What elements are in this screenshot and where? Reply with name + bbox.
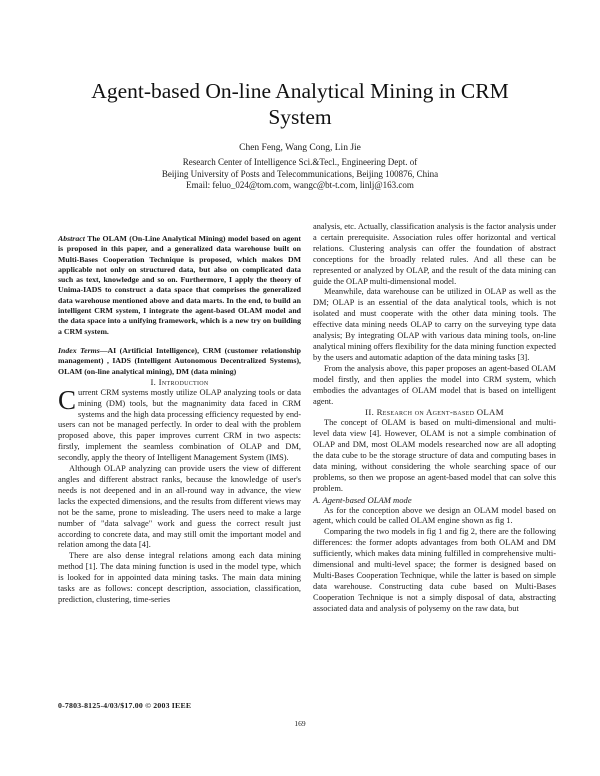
affiliation [40,157,560,192]
title-line-2: System [268,105,332,129]
drop-cap: C [58,384,77,415]
abstract-text: The OLAM (On-Line Analytical Mining) model based on agent is proposed in this paper, and a generalized data warehouse built on Multi-Bases Cooperation Technique is proposed, which makes DM applicable not only on structured data, but also on complicated data such as text, knowledge and so on. Furthermore, I apply the theory of Unima-IADS to construct a data space that comprises the generalized data warehouse mentioned above and data marts. In the end, to build an intelligent CRM system, I integrate the agent-based OLAM model and the data space into a unifying framework, which is a new try on building a CRM system. [58,234,301,336]
affiliation-line-1: Research Center of Intelligence Sci.&Tecl., Engineering Dept. of [182,157,418,167]
abstract [58,234,301,337]
intro-paragraph-1-text: urrent CRM systems mostly utilize OLAP analyzing tools or data mining (DM) tools, but the magnanimity data faced in CRM systems and the high data processing efficiency requested by end-users can not be managed perfectly. In order to deal with the problem proposed above, this paper improves current CRM in two aspects: firstly, implement the seamless combination of OLAP and DM, secondly, apply the theory of Intelligent Management System (IMS). [58,387,301,463]
body-paragraph-6: Comparing the two models in fig 1 and fig 2, there are the following differences: the former adopts advantages from both OLAM and DM sufficiently, which makes data mining fulfilled in comprehensive multi-dimensional and multi-level space; the former is designed based on Multi-Bases Cooperation Technique, while the latter is based on simple data warehouse. Constructing data cube based on Multi-Bases Cooperation Technique is not a simply disposal of data, abstracting associated data and analysis of polysemy on the raw data, but [313,527,556,613]
right-column [313,222,556,615]
left-column [58,234,301,606]
body-paragraph-5: As for the conception above we design an OLAM model based on agent, which could be called OLAM engine shown as fig 1. [313,505,556,526]
copyright-footer: 0-7803-8125-4/03/$17.00 © 2003 IEEE [58,701,192,710]
paper-title [40,78,560,130]
intro-paragraph-3: There are also dense integral relations among each data mining method [1]. The data mining function is used in the model type, which is looked for in appointed data mining tasks. The main data mining tasks are as follows: concept description, association, classification, prediction, clustering, time-series [58,551,301,604]
intro-paragraph-1 [58,384,301,464]
body-paragraph-4: The concept of OLAM is based on multi-dimensional and multi-level data view [4]. However, OLAM is not a simple combination of OLAP and DM, most OLAM models researched now are all adopting the data cube to be the storage structure of data and computing bases in data mining, without considering the whole searching space of our problems, so then we propose an agent-based model that can solve this problem. [313,418,556,493]
affiliation-line-2: Beijing University of Posts and Telecommunications, Beijing 100876, China [161,168,439,179]
body-paragraph-2: Meanwhile, data warehouse can be utilized in OLAP as well as the DM; OLAP is an essential of the data analytical tools, which is not isolated and must cooperate with the other data mining tools. The effective data mining needs OLAP to carry on the surveying type data analysis; By integrating OLAP with various data mining tools, on-line analytical mining offers flexibility for the data mining function expected by the users and automatic adaption of the data mining tasks [3]. [313,287,556,362]
index-terms-label: Index Terms [58,345,100,355]
affiliation-email: Email: feluo_024@tom.com, wangc@bt-t.com, linlj@163.com [186,180,414,190]
abstract-label: Abstract [58,234,85,243]
body-paragraph-3: From the analysis above, this paper proposes an agent-based OLAM model firstly, and then applies the model into CRM system, which embodies the advantages of OLAM model that is based on intelligent agent. [313,363,556,406]
body-paragraph-1: analysis, etc. Actually, classification analysis is the factor analysis under a certain prerequisite. Association rules offer horizontal and vertical relations. Clustering analysis can offer the foundation of abstract conceptions for the broadly related rules. And all these can be represented or analyzed by OLAP, and the result of the data mining can guide the OLAP multi-dimensional model. [313,222,556,286]
section-heading-introduction: I. Introduction [150,376,209,387]
section-heading-agent-olam: II. Research on Agent-based OLAM [365,407,504,418]
subsection-heading: A. Agent-based OLAM mode [313,494,412,505]
index-terms [58,346,301,377]
author-list: Chen Feng, Wang Cong, Lin Jie [239,143,361,153]
page-number: 169 [294,719,306,728]
index-terms-text: —AI (Artificial Intelligence), CRM (customer relationship management) , IADS (Intelligent Autonomous Decentralized Systems), OLAM (on-line analytical mining), DM (data mining) [58,345,302,376]
intro-paragraph-2: Although OLAP analyzing can provide users the view of different angles and different abstract ranks, because the knowledge of user's needs is not deepened and in an all-round way in advance, the view lacks the expected dimensions, and the results from different views may not be the same, prone to misleading. The users need to make a large number of "data salvage" work and guess the correct result just according to concrete data, and may still omit the important model and relation among the data [4]. [58,464,301,550]
title-line-1: Agent-based On-line Analytical Mining in CRM [91,79,509,103]
